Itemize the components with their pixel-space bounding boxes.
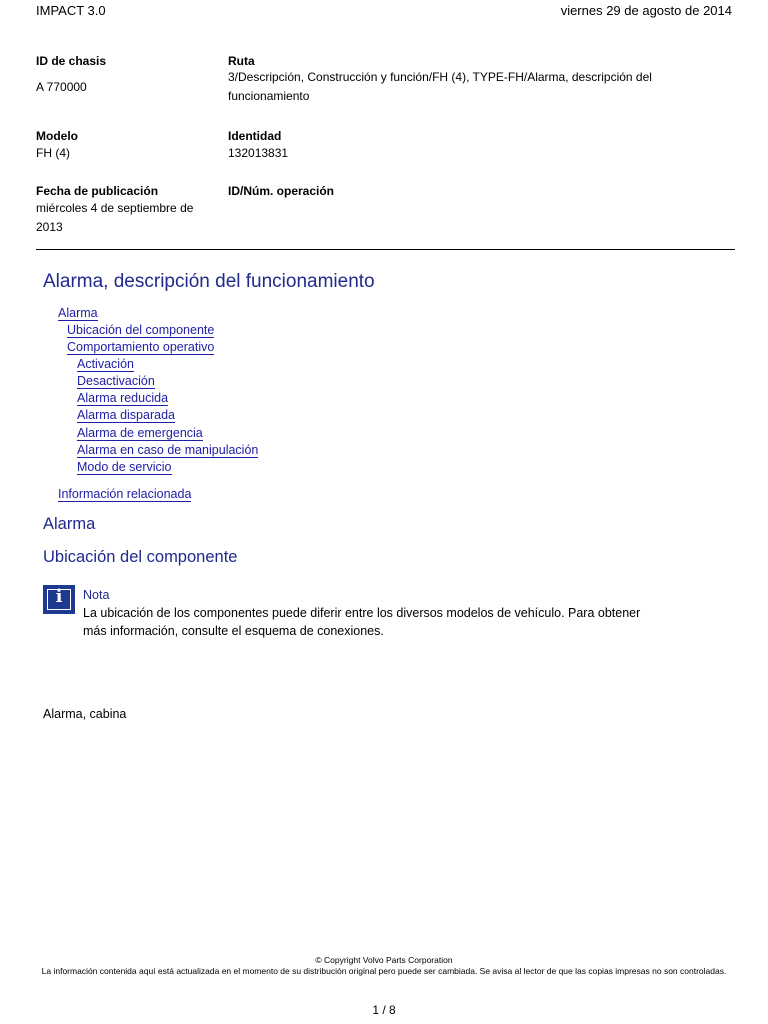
note-text: La ubicación de los componentes puede diferir entre los diversos modelos de vehículo. Para obtener más información, consulte el esquema de conexiones. xyxy=(83,606,641,638)
chassis-value: A 770000 xyxy=(36,80,87,94)
toc-link-alarma[interactable]: Alarma xyxy=(58,306,98,320)
note-title: Nota xyxy=(83,588,110,602)
app-name: IMPACT 3.0 xyxy=(36,3,106,18)
section-heading-ubicacion: Ubicación del componente xyxy=(43,548,238,566)
toc-link-comportamiento[interactable]: Comportamiento operativo xyxy=(67,340,215,354)
toc-link-alarma-manipulacion[interactable]: Alarma en caso de manipulación xyxy=(77,443,259,457)
section-heading-alarma: Alarma xyxy=(43,515,96,533)
toc-link-informacion-relacionada[interactable]: Información relacionada xyxy=(58,487,192,501)
print-date: viernes 29 de agosto de 2014 xyxy=(560,3,732,18)
identity-label: Identidad xyxy=(228,129,282,143)
figure-caption: Alarma, cabina xyxy=(43,707,127,721)
document-title: Alarma, descripción del funcionamiento xyxy=(43,271,375,292)
pubdate-value: miércoles 4 de septiembre de 2013 xyxy=(36,201,194,234)
toc-link-alarma-reducida[interactable]: Alarma reducida xyxy=(77,391,169,405)
model-label: Modelo xyxy=(36,129,78,143)
footer-disclaimer: La información contenida aquí está actualizada en el momento de su distribución original pero puede ser cambiada. Se avisa al lector de que las copias impresas no son controladas. xyxy=(41,966,727,976)
toc-link-ubicacion[interactable]: Ubicación del componente xyxy=(67,323,215,337)
toc-link-activacion[interactable]: Activación xyxy=(77,357,134,371)
chassis-label: ID de chasis xyxy=(36,54,107,68)
page-number: 1 / 8 xyxy=(372,1003,396,1017)
toc-link-modo-servicio[interactable]: Modo de servicio xyxy=(77,460,172,474)
toc-link-desactivacion[interactable]: Desactivación xyxy=(77,374,155,388)
header-divider xyxy=(36,249,735,250)
footer-copyright: © Copyright Volvo Parts Corporation xyxy=(315,955,453,965)
operation-label: ID/Núm. operación xyxy=(228,184,335,198)
route-value: 3/Descripción, Construcción y función/FH (4), TYPE-FH/Alarma, descripción del funcionamiento xyxy=(228,70,652,103)
toc-link-alarma-disparada[interactable]: Alarma disparada xyxy=(77,408,175,422)
route-label: Ruta xyxy=(228,54,255,68)
toc-link-alarma-emergencia[interactable]: Alarma de emergencia xyxy=(77,426,203,440)
pubdate-label: Fecha de publicación xyxy=(36,184,159,198)
model-value: FH (4) xyxy=(36,146,70,160)
info-icon: i xyxy=(43,585,75,614)
identity-value: 132013831 xyxy=(228,146,289,160)
